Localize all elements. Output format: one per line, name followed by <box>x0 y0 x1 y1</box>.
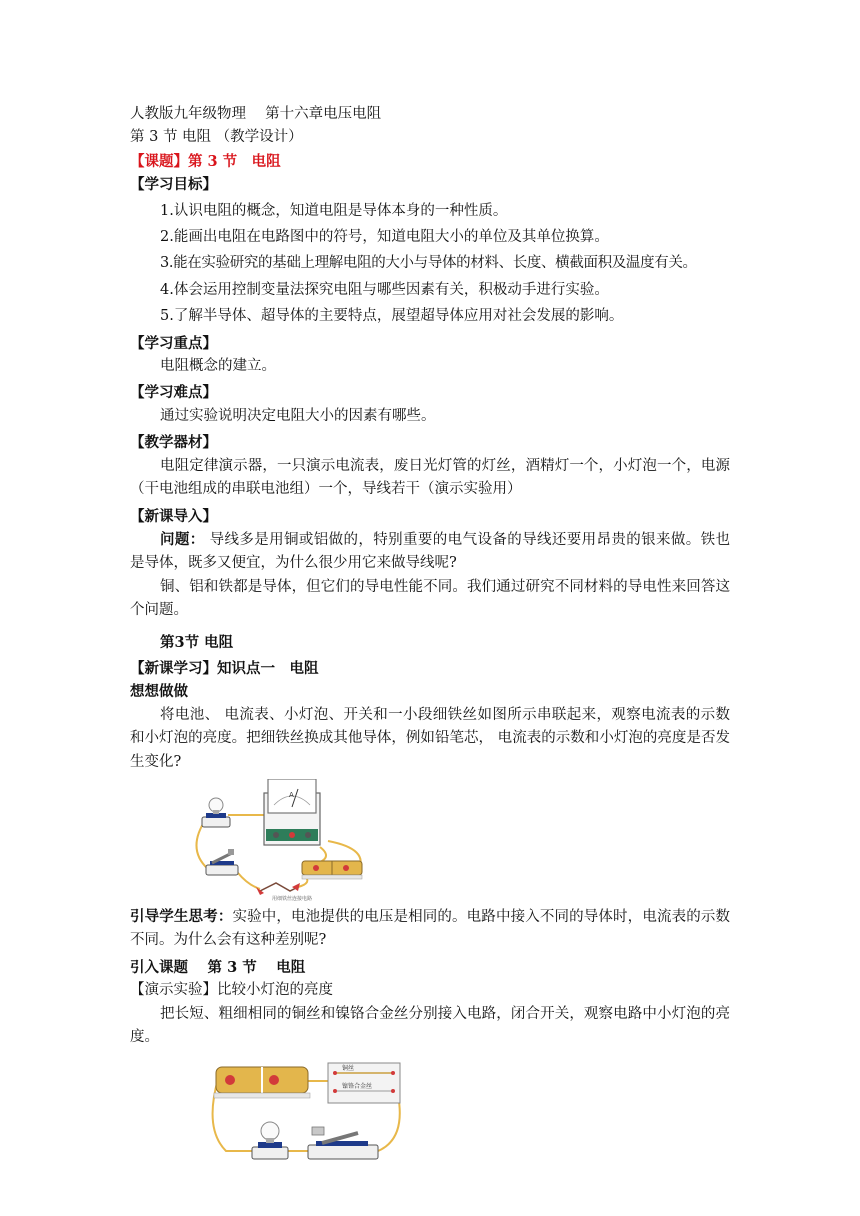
section-title: 第3节 电阻 <box>160 633 234 651</box>
guide-text: 实验中，电池提供的电压是相同的。电路中接入不同的导体时，电流表的示数不同。为什么会有这种差别呢? <box>130 908 731 949</box>
ammeter-icon <box>264 779 320 845</box>
battery-icon <box>214 1067 310 1098</box>
figure1-caption: 用细铁丝连接电路 <box>272 895 313 901</box>
document-page <box>130 103 730 1175</box>
circuit-illustration-1 <box>188 779 388 901</box>
demo-heading: 【演示实验】比较小灯泡的亮度 <box>130 982 333 999</box>
objective-item: 3.能在实验研究的基础上理解电阻的大小与导体的材料、长度、横截面积及温度有关。 <box>160 255 697 272</box>
objective-item: 1.认识电阻的概念，知道电阻是导体本身的一种性质。 <box>160 202 508 219</box>
guide-label: 引导学生思考： <box>130 907 233 925</box>
intro-paragraph: 铜、铝和铁都是导体，但它们的导电性能不同。我们通过研究不同材料的导电性来回答这个问题。 <box>130 578 730 619</box>
doc-header-line1: 人教版九年级物理 第十六章电压电阻 <box>130 106 382 122</box>
intro-question <box>130 528 730 576</box>
nichrome-wire-label: 镍铬合金丝 <box>342 1083 373 1091</box>
bulb-icon <box>202 798 230 827</box>
question-text: 导线多是用铜或铝做的，特别重要的电气设备的导线还要用昂贵的银来做。铁也是导体，既多又便宜，为什么很少用它来做导线呢? <box>130 531 731 572</box>
bulb-icon <box>252 1122 288 1159</box>
new-lesson-heading: 【新课学习】知识点一 电阻 <box>130 659 319 677</box>
objective-item: 2.能画出电阻在电路图中的符号，知道电阻大小的单位及其单位换算。 <box>160 229 609 246</box>
try-it-paragraph: 将电池、 电流表、小灯泡、开关和一小段细铁丝如图所示串联起来，观察电流表的示数和小灯泡的亮度。把细铁丝换成其他导体，例如铅笔芯， 电流表的示数和小灯泡的亮度是否发生变化? <box>130 706 730 770</box>
doc-header-line2: 第 3 节 电阻 （教学设计） <box>130 129 303 146</box>
copper-wire-label: 铜丝 <box>342 1065 355 1073</box>
keypoint-heading: 【学习重点】 <box>130 334 217 352</box>
brightness-comparison-figure <box>208 1059 408 1171</box>
question-label: 问题： <box>160 530 205 548</box>
equipment-heading: 【教学器材】 <box>130 434 217 452</box>
circuit-illustration-2 <box>208 1059 408 1171</box>
svg-text:A: A <box>289 790 294 799</box>
objective-item: 4.体会运用控制变量法探究电阻与哪些因素有关，积极动手进行实验。 <box>160 281 609 298</box>
difficulty-heading: 【学习难点】 <box>130 384 217 402</box>
topic-heading: 【课题】第 3 节 电阻 <box>130 152 281 170</box>
switch-icon <box>308 1127 378 1159</box>
keypoint-text: 电阻概念的建立。 <box>160 358 276 375</box>
objectives-heading: 【学习目标】 <box>130 176 217 194</box>
demo-paragraph: 把长短、粗细相同的铜丝和镍铬合金丝分别接入电路，闭合开关，观察电路中小灯泡的亮度。 <box>130 1005 730 1045</box>
battery-icon <box>302 861 362 879</box>
switch-icon <box>206 849 238 875</box>
resistance-board-icon <box>328 1063 400 1103</box>
difficulty-text: 通过实验说明决定电阻大小的因素有哪些。 <box>160 407 436 424</box>
try-it-heading: 想想做做 <box>130 683 188 701</box>
intro-heading: 【新课导入】 <box>130 507 217 525</box>
lead-in-line: 引入课题 第 3 节 电阻 <box>130 958 306 976</box>
equipment-text: 电阻定律演示器，一只演示电流表，废日光灯管的灯丝，酒精灯一个，小灯泡一个，电源（干电池组成的串联电池组）一个，导线若干（演示实验用） <box>130 457 730 498</box>
iron-wire-circuit-figure <box>188 779 388 901</box>
objective-item: 5.了解半导体、超导体的主要特点，展望超导体应用对社会发展的影响。 <box>160 308 624 325</box>
guide-paragraph <box>130 905 730 953</box>
